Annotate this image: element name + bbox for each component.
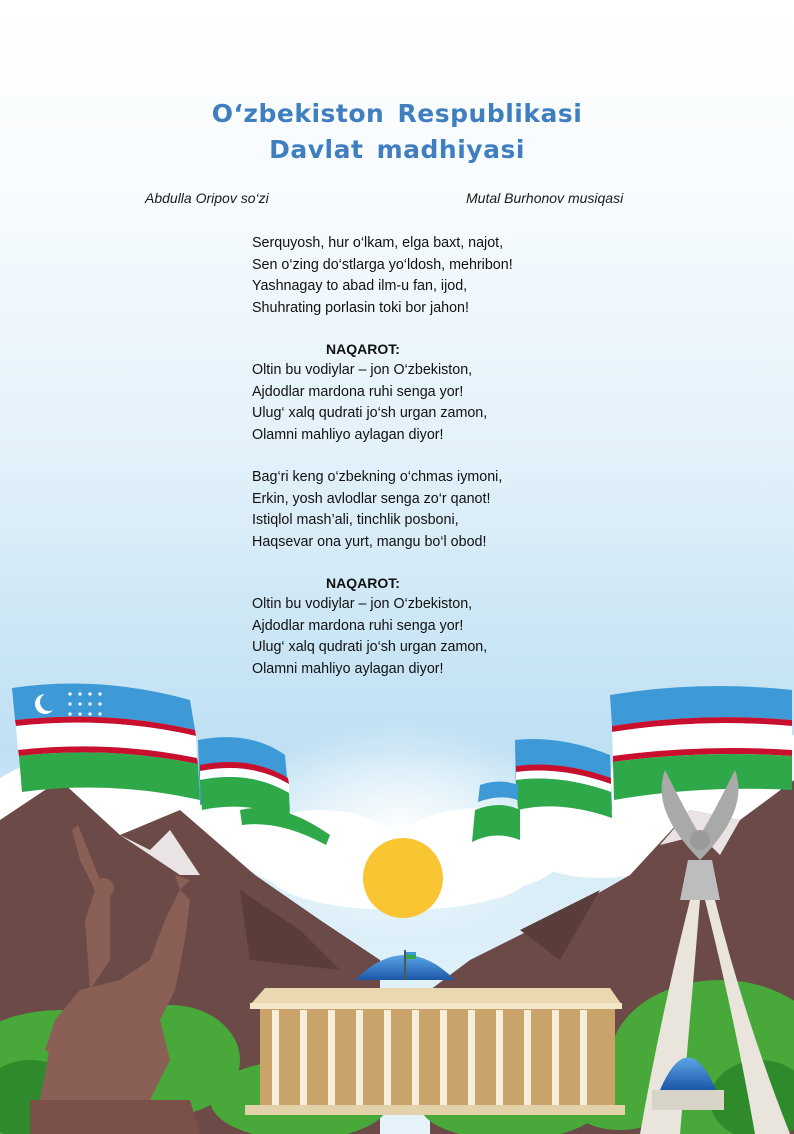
chorus-heading: NAQAROT:	[326, 341, 400, 357]
verse-line: Yashnagay to abad ilm-u fan, ijod,	[252, 278, 468, 294]
verse-line: Serquyosh, hur o‘lkam, elga baxt, najot,	[252, 235, 504, 251]
verse-2	[252, 467, 502, 553]
music-credit: Mutal Burhonov musiqasi	[466, 190, 624, 206]
verse-line: Olamni mahliyo aylagan diyor!	[252, 660, 444, 677]
verse-line: Olamni mahliyo aylagan diyor!	[252, 426, 444, 443]
title-line-1: O‘zbekiston Respublikasi	[211, 99, 583, 128]
verse-line: Ulug‘ xalq qudrati jo‘sh urgan zamon,	[252, 639, 488, 655]
verse-line: Ajdodlar mardona ruhi senga yor!	[252, 383, 464, 400]
landscape-illustration	[0, 660, 794, 1134]
verse-1	[252, 233, 513, 319]
verse-line: Erkin, yosh avlodlar senga zo‘r qanot!	[252, 490, 491, 507]
verse-line: Istiqlol mash’ali, tinchlik posboni,	[252, 512, 459, 528]
chorus-1	[252, 360, 487, 446]
verse-line: Haqsevar ona yurt, mangu bo‘l obod!	[252, 533, 487, 550]
sun	[363, 838, 443, 918]
lyrics-credit: Abdulla Oripov so‘zi	[145, 190, 269, 206]
verse-line: Oltin bu vodiylar – jon O‘zbekiston,	[252, 362, 473, 378]
verse-line: Bag‘ri keng o‘zbekning o‘chmas iymoni,	[252, 469, 503, 485]
verse-line: Oltin bu vodiylar – jon O‘zbekiston,	[252, 596, 473, 612]
chorus-heading: NAQAROT:	[326, 575, 400, 591]
verse-line: Ulug‘ xalq qudrati jo‘sh urgan zamon,	[252, 405, 488, 421]
title-line-2: Davlat madhiyasi	[269, 135, 525, 164]
verse-line: Shuhrating porlasin toki bor jahon!	[252, 299, 469, 316]
verse-line: Ajdodlar mardona ruhi senga yor!	[252, 617, 464, 634]
verse-line: Sen o‘zing do‘stlarga yo‘ldosh, mehribon!	[252, 256, 513, 273]
